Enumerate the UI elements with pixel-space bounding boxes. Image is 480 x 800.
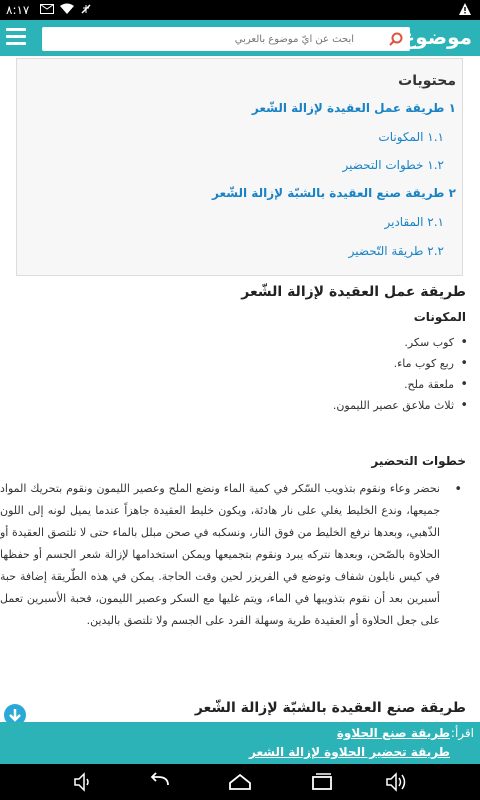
toc-item-1-2[interactable]: ١.٢ خطوات التحضير	[342, 158, 444, 172]
list-item: • ربع كوب ماء.	[394, 357, 454, 370]
status-bar	[0, 0, 480, 20]
volume-up-icon[interactable]	[384, 771, 408, 793]
list-item: • ملعقة ملح.	[404, 378, 454, 391]
back-icon[interactable]	[148, 771, 172, 793]
read-also-bar	[0, 722, 480, 764]
no-signal-icon	[80, 3, 92, 15]
search-box	[42, 27, 410, 51]
toc-item-2-1[interactable]: ٢.١ المقادير	[384, 215, 444, 229]
toc-item-1[interactable]: ١ طريقة عمل العقيدة لإزالة الشّعر	[251, 101, 456, 115]
volume-down-icon[interactable]	[72, 771, 96, 793]
read-label: اقرأ:	[450, 726, 474, 740]
list-item: • ثلاث ملاعق عصير الليمون.	[333, 399, 454, 412]
steps-text: نحضر وعاء ونقوم بتذويب السّكر في كمية الماء ونضع الملح وعصير الليمون ونقوم بتحريك المواد جميعها، وندع الخليط يغلي على نار هادئة، ويكون خليط العقيدة جاهزاً عندما يميل لونه إلى اللون الذّهبي، وبعدها نرفع الخليط من فوق النار، ونسكبه في صحن مبلل بالماء حتى لا تلتصق العقيدة أو الحلاوة بالصّحن، وبعدها نتركه يبرد ونقوم بتجميعها ويمكن استخدامها لإزالة شعر الجسم أو حفظها في كيس نايلون شفاف وتوضع في الفريزر لحين وقت الحاجة. يمكن في هذه الطّريقة إضافة حبة أسبرين بعد أن نقوم بتذويبها في الماء، ويتم غليها مع السكر وعصير الليمون، فحبة الأسبرين تعمل على جعل الحلاوة أو العقيدة طرية وسهلة الفرد على الجسم ولا تلتصق باليدين.	[0, 482, 440, 627]
status-icons	[40, 3, 92, 15]
mail-icon	[40, 4, 54, 14]
search-input[interactable]	[42, 28, 382, 52]
section1-title: طريقة عمل العقيدة لإزالة الشّعر	[241, 284, 466, 300]
table-of-contents	[16, 58, 463, 276]
app-header	[0, 20, 480, 56]
section2-title: طريقة صنع العقيدة بالشبّة لإزالة الشّعر	[194, 700, 466, 716]
system-nav-bar	[0, 764, 480, 800]
recent-apps-icon[interactable]	[310, 771, 334, 793]
site-logo[interactable]: موضوع	[401, 25, 472, 49]
read-link-1[interactable]: طريقة صنع الحلاوة	[336, 726, 450, 740]
read-link-2[interactable]: طريقة تحضير الحلاوة لإزالة الشعر	[249, 745, 450, 759]
toc-title: محتويات	[398, 73, 456, 89]
clock: ٨:١٧	[6, 3, 30, 17]
list-item: • كوب سكر.	[404, 336, 454, 349]
toc-item-2[interactable]: ٢ طريقة صنع العقيدة بالشبّة لإزالة الشّعر	[212, 186, 456, 200]
wifi-icon	[60, 3, 74, 15]
steps-item	[0, 478, 466, 668]
steps-heading: خطوات التحضير	[371, 454, 466, 468]
bullet: •	[454, 482, 462, 497]
ingredients-heading: المكونات	[413, 310, 466, 324]
toc-item-1-1[interactable]: ١.١ المكونات	[378, 130, 444, 144]
toc-item-2-2[interactable]: ٢.٢ طريقة التّحضير	[348, 244, 444, 258]
home-icon[interactable]	[228, 771, 252, 793]
warning-icon	[458, 2, 472, 16]
menu-button[interactable]	[6, 28, 26, 46]
